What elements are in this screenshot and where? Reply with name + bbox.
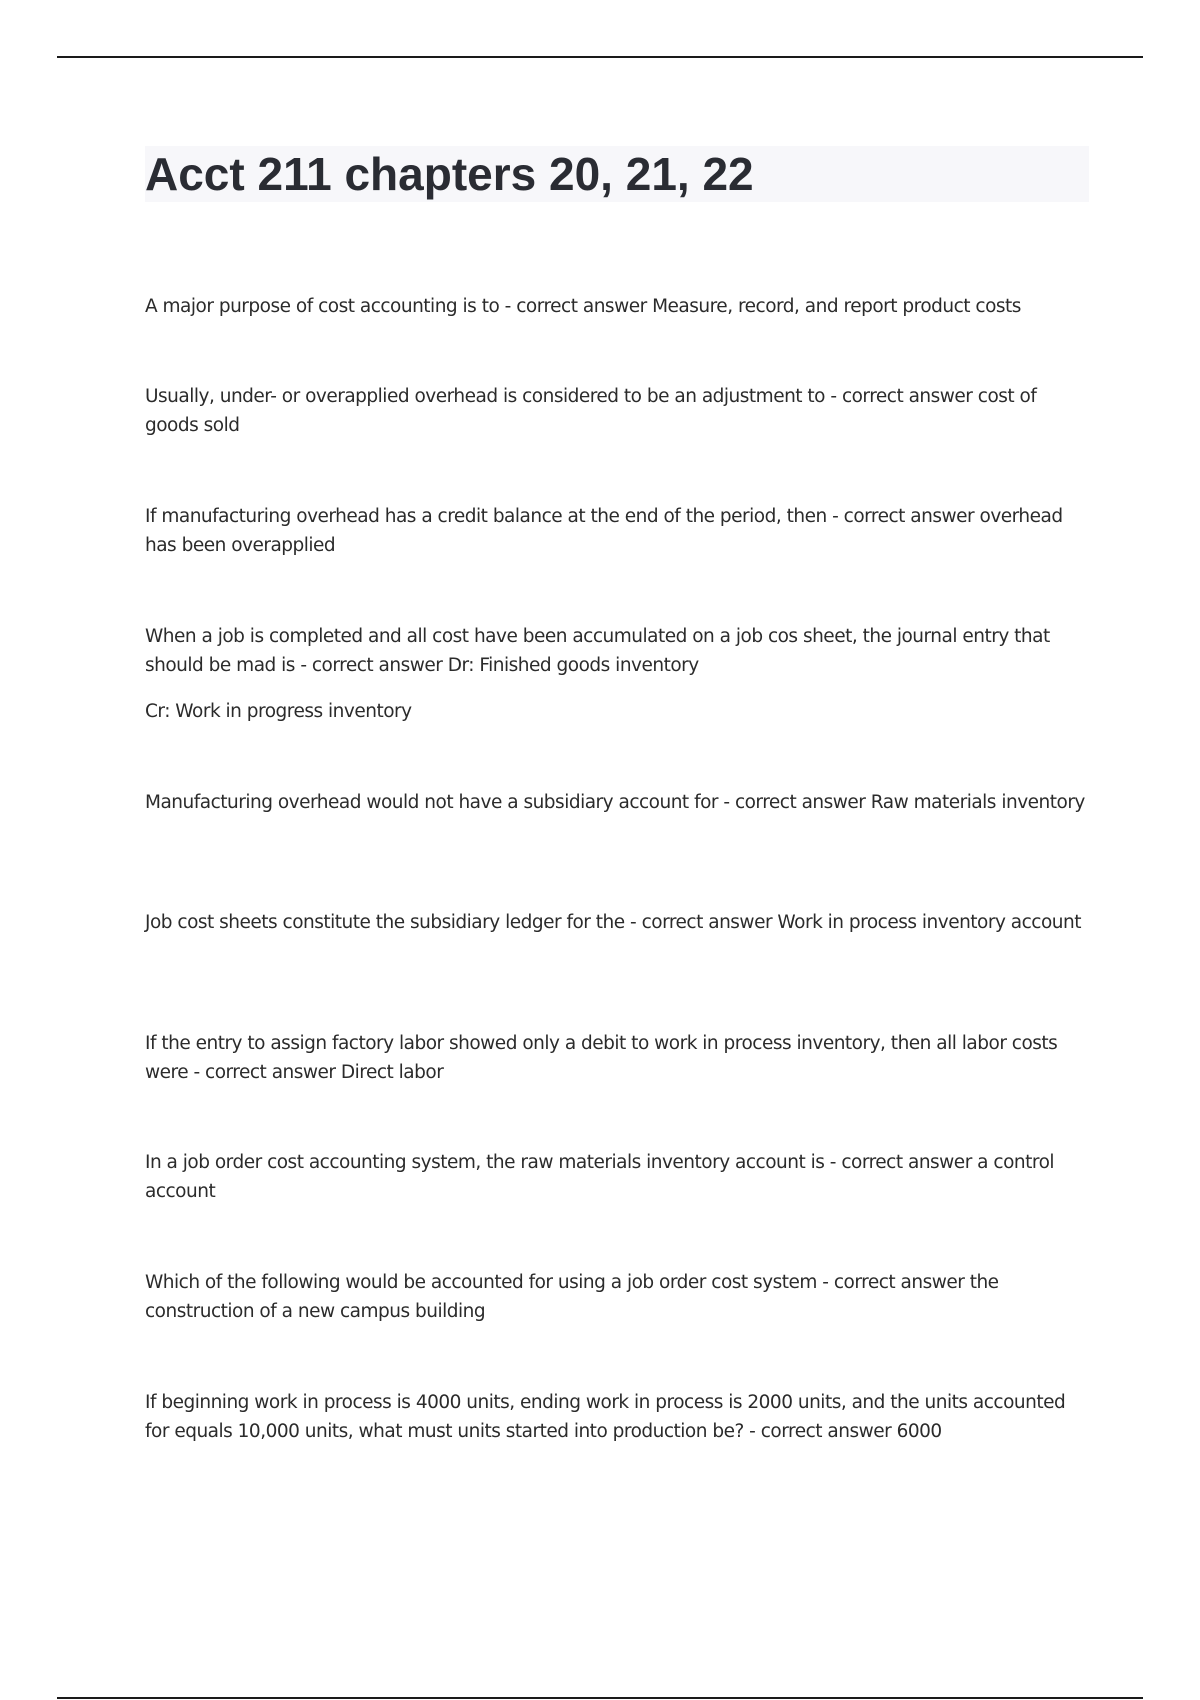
- qa-item-7: If the entry to assign factory labor showed only a debit to work in process inventory, then all labor costs were - correct answer Direct labor: [145, 1033, 1058, 1083]
- document-title: Acct 211 chapters 20, 21, 22: [145, 148, 754, 200]
- qa-item-6: Job cost sheets constitute the subsidiary ledger for the - correct answer Work in process inventory account: [145, 912, 1082, 933]
- bottom-rule: [57, 1697, 1143, 1699]
- qa-item-4-credit-line: Cr: Work in progress inventory: [145, 701, 412, 722]
- qa-item-5: Manufacturing overhead would not have a subsidiary account for - correct answer Raw materials inventory: [145, 792, 1085, 813]
- qa-item-2: Usually, under- or overapplied overhead is considered to be an adjustment to - correct answer cost of goods sold: [145, 386, 1037, 436]
- qa-item-4: When a job is completed and all cost have been accumulated on a job cos sheet, the journal entry that should be mad is - correct answer Dr: Finished goods inventory: [145, 626, 1050, 676]
- qa-item-9: Which of the following would be accounted for using a job order cost system - correct answer the construction of a new campus building: [145, 1272, 999, 1322]
- top-rule: [57, 56, 1143, 58]
- qa-item-8: In a job order cost accounting system, the raw materials inventory account is - correct answer a control account: [145, 1152, 1055, 1202]
- qa-item-3: If manufacturing overhead has a credit balance at the end of the period, then - correct answer overhead has been overapplied: [145, 506, 1063, 556]
- qa-item-1: A major purpose of cost accounting is to - correct answer Measure, record, and report product costs: [145, 296, 1021, 317]
- qa-item-10: If beginning work in process is 4000 units, ending work in process is 2000 units, and the units accounted for equals 10,000 units, what must units started into production be? - correct answer 6000: [145, 1392, 1066, 1442]
